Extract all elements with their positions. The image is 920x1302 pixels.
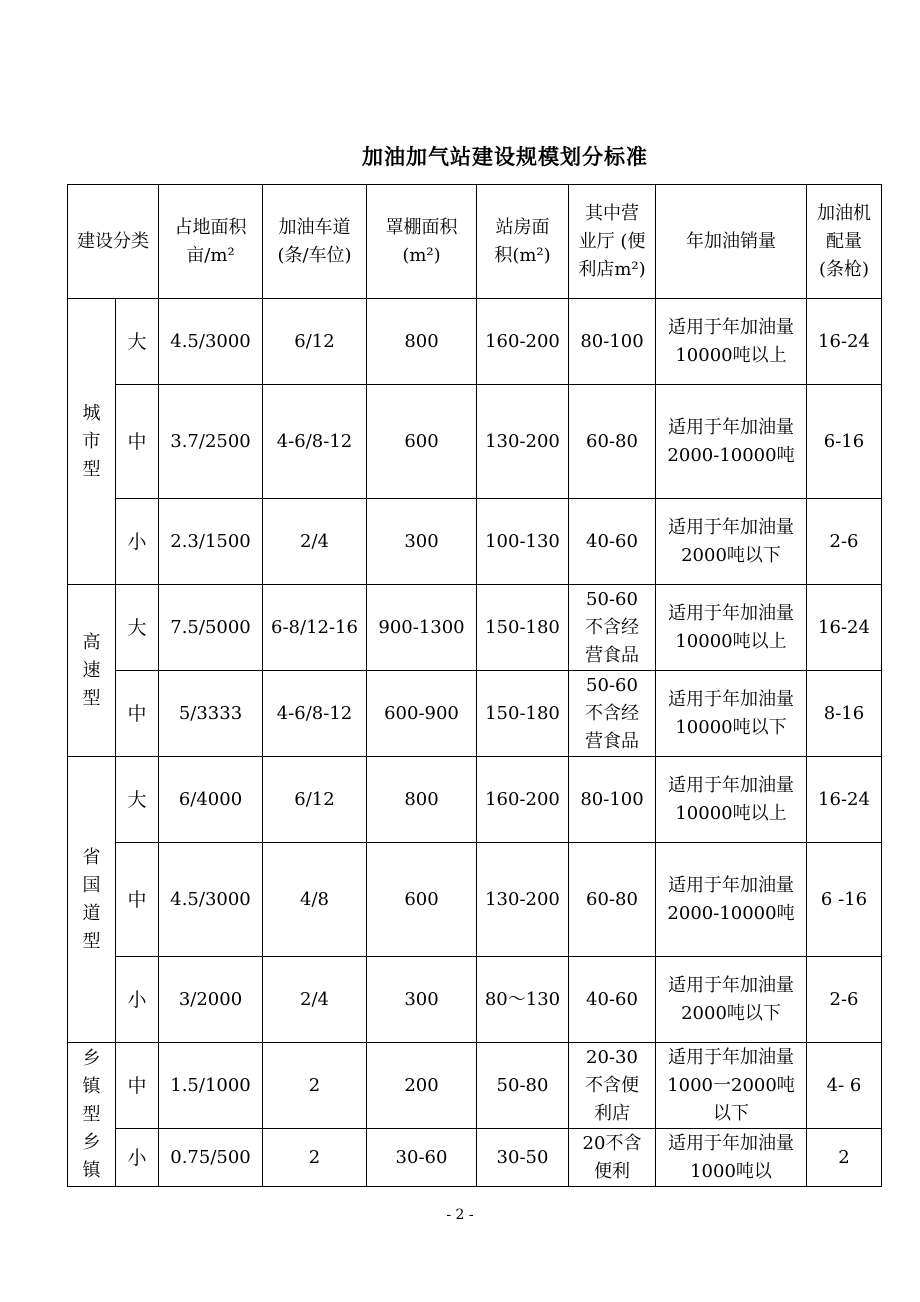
shop-area-cell: 60-80 <box>569 843 656 957</box>
land-area-cell: 4.5/3000 <box>159 843 263 957</box>
category-cell: 省国道型 <box>68 757 116 1043</box>
size-cell: 中 <box>116 843 159 957</box>
size-cell: 大 <box>116 757 159 843</box>
land-area-cell: 7.5/5000 <box>159 585 263 671</box>
header-shop: 其中营业厅 (便利店m²) <box>569 185 656 299</box>
annual-sales-cell: 适用于年加油量 2000-10000吨 <box>656 843 807 957</box>
building-area-cell: 100-130 <box>477 499 569 585</box>
shop-area-cell: 40-60 <box>569 499 656 585</box>
lanes-cell: 4-6/8-12 <box>263 671 367 757</box>
table-row <box>68 499 882 585</box>
shop-area-cell: 50-60 不含经营食品 <box>569 585 656 671</box>
lanes-cell: 2 <box>263 1043 367 1129</box>
header-lanes: 加油车道 (条/车位) <box>263 185 367 299</box>
category-cell: 城市型 <box>68 299 116 585</box>
category-cell: 高速型 <box>68 585 116 757</box>
header-category: 建设分类 <box>68 185 159 299</box>
header-canopy: 罩棚面积 (m²) <box>367 185 477 299</box>
size-cell: 中 <box>116 1043 159 1129</box>
canopy-cell: 300 <box>367 499 477 585</box>
canopy-cell: 600 <box>367 385 477 499</box>
lanes-cell: 6-8/12-16 <box>263 585 367 671</box>
canopy-cell: 900-1300 <box>367 585 477 671</box>
land-area-cell: 0.75/500 <box>159 1129 263 1187</box>
shop-area-cell: 40-60 <box>569 957 656 1043</box>
dispensers-cell: 16-24 <box>807 585 882 671</box>
annual-sales-cell: 适用于年加油量10000吨以上 <box>656 585 807 671</box>
dispensers-cell: 2-6 <box>807 499 882 585</box>
page-number: - 2 - <box>446 1207 474 1223</box>
lanes-cell: 6/12 <box>263 299 367 385</box>
annual-sales-cell: 适用于年加油量1000一2000吨以下 <box>656 1043 807 1129</box>
land-area-cell: 6/4000 <box>159 757 263 843</box>
canopy-cell: 200 <box>367 1043 477 1129</box>
lanes-cell: 2/4 <box>263 499 367 585</box>
table-row <box>68 957 882 1043</box>
building-area-cell: 160-200 <box>477 299 569 385</box>
dispensers-cell: 6 -16 <box>807 843 882 957</box>
land-area-cell: 3.7/2500 <box>159 385 263 499</box>
annual-sales-cell: 适用于年加油量1000吨以 <box>656 1129 807 1187</box>
building-area-cell: 150-180 <box>477 671 569 757</box>
size-cell: 小 <box>116 1129 159 1187</box>
category-cell: 乡镇型乡镇 <box>68 1043 116 1187</box>
dispensers-cell: 2 <box>807 1129 882 1187</box>
header-dispensers: 加油机配量(条枪) <box>807 185 882 299</box>
canopy-cell: 600-900 <box>367 671 477 757</box>
shop-area-cell: 20不含便利 <box>569 1129 656 1187</box>
lanes-cell: 2/4 <box>263 957 367 1043</box>
shop-area-cell: 80-100 <box>569 299 656 385</box>
shop-area-cell: 50-60 不含经营食品 <box>569 671 656 757</box>
land-area-cell: 3/2000 <box>159 957 263 1043</box>
annual-sales-cell: 适用于年加油量2000吨以下 <box>656 957 807 1043</box>
canopy-cell: 600 <box>367 843 477 957</box>
standards-table <box>67 184 882 1187</box>
lanes-cell: 6/12 <box>263 757 367 843</box>
annual-sales-cell: 适用于年加油量10000吨以上 <box>656 757 807 843</box>
table-row <box>68 1043 882 1129</box>
dispensers-cell: 8-16 <box>807 671 882 757</box>
table-row <box>68 843 882 957</box>
dispensers-cell: 4- 6 <box>807 1043 882 1129</box>
dispensers-cell: 16-24 <box>807 299 882 385</box>
building-area-cell: 150-180 <box>477 585 569 671</box>
building-area-cell: 30-50 <box>477 1129 569 1187</box>
size-cell: 小 <box>116 499 159 585</box>
canopy-cell: 30-60 <box>367 1129 477 1187</box>
header-land-area: 占地面积 亩/m² <box>159 185 263 299</box>
table-row <box>68 757 882 843</box>
dispensers-cell: 16-24 <box>807 757 882 843</box>
table-row <box>68 299 882 385</box>
dispensers-cell: 2-6 <box>807 957 882 1043</box>
canopy-cell: 300 <box>367 957 477 1043</box>
building-area-cell: 130-200 <box>477 385 569 499</box>
land-area-cell: 5/3333 <box>159 671 263 757</box>
annual-sales-cell: 适用于年加油量10000吨以上 <box>656 299 807 385</box>
building-area-cell: 160-200 <box>477 757 569 843</box>
land-area-cell: 4.5/3000 <box>159 299 263 385</box>
dispensers-cell: 6-16 <box>807 385 882 499</box>
header-building: 站房面积(m²) <box>477 185 569 299</box>
shop-area-cell: 80-100 <box>569 757 656 843</box>
shop-area-cell: 20-30 不含便利店 <box>569 1043 656 1129</box>
header-annual-sales: 年加油销量 <box>656 185 807 299</box>
land-area-cell: 1.5/1000 <box>159 1043 263 1129</box>
canopy-cell: 800 <box>367 299 477 385</box>
lanes-cell: 2 <box>263 1129 367 1187</box>
size-cell: 中 <box>116 671 159 757</box>
shop-area-cell: 60-80 <box>569 385 656 499</box>
table-row <box>68 1129 882 1187</box>
land-area-cell: 2.3/1500 <box>159 499 263 585</box>
size-cell: 大 <box>116 299 159 385</box>
lanes-cell: 4/8 <box>263 843 367 957</box>
annual-sales-cell: 适用于年加油量10000吨以下 <box>656 671 807 757</box>
annual-sales-cell: 适用于年加油量 2000-10000吨 <box>656 385 807 499</box>
lanes-cell: 4-6/8-12 <box>263 385 367 499</box>
building-area-cell: 50-80 <box>477 1043 569 1129</box>
building-area-cell: 80～130 <box>477 957 569 1043</box>
document-title: 加油加气站建设规模划分标准 <box>362 144 648 169</box>
header-row <box>68 185 882 299</box>
building-area-cell: 130-200 <box>477 843 569 957</box>
size-cell: 中 <box>116 385 159 499</box>
table-row <box>68 585 882 671</box>
table-row <box>68 385 882 499</box>
annual-sales-cell: 适用于年加油量2000吨以下 <box>656 499 807 585</box>
size-cell: 大 <box>116 585 159 671</box>
size-cell: 小 <box>116 957 159 1043</box>
table-row <box>68 671 882 757</box>
canopy-cell: 800 <box>367 757 477 843</box>
